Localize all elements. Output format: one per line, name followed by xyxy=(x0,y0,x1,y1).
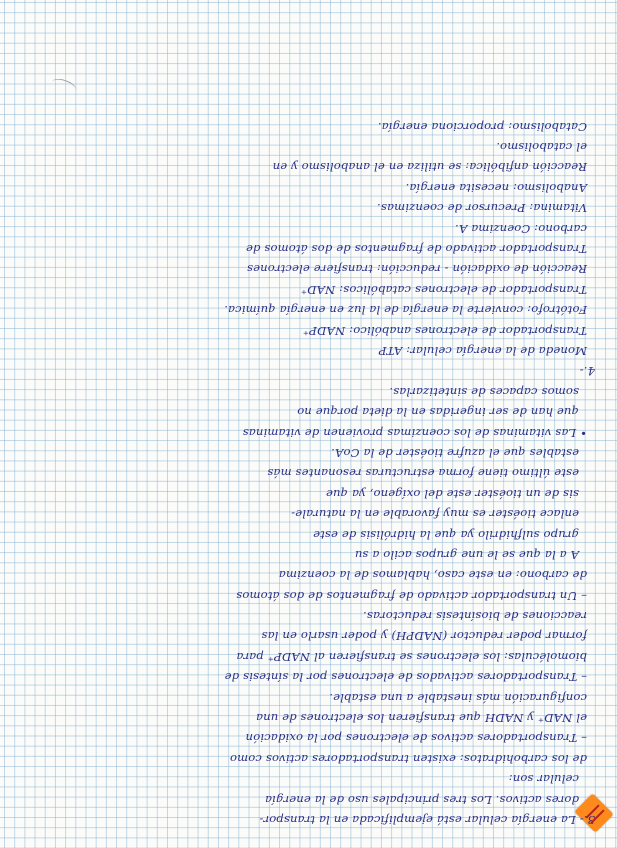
pencil-smudge xyxy=(50,76,79,97)
text-line: reacciones de biosíntesis reductoras. xyxy=(362,609,587,624)
text-line: de carbono: en este caso, hablamos de la coenzima xyxy=(278,568,587,583)
handwritten-text xyxy=(14,116,595,830)
text-line: estables que el azufre tioéster de la CoA. xyxy=(331,445,579,460)
text-line: Vitamina: Precursor de coenzimas. xyxy=(376,201,587,216)
text-line: de los carbohidratos: existen transportadores activos como xyxy=(229,751,587,766)
text-line: Anabolismo: necesita energía. xyxy=(405,180,587,195)
text-line: sis de un tioéster este del oxígeno, ya que xyxy=(325,486,579,501)
text-line: somos capaces de sintetizarlas. xyxy=(389,384,579,399)
text-line: – Transportadores activos de electrones por la oxidación xyxy=(245,731,587,746)
text-line: A a la que se le une grupos acilo a su xyxy=(354,547,579,562)
text-line: – Un transportador activado de fragmentos de dos átomos xyxy=(236,588,587,603)
text-line: Catabolismo: proporciona energía. xyxy=(377,119,587,134)
text-line: este último tiene forma estructuras resonantes más xyxy=(267,466,579,481)
text-line: • Las vitaminas de los coenzimas provienen de vitaminas xyxy=(242,425,587,440)
text-line: grupo sulfhidrilo ya que la hidrólisis de este xyxy=(312,527,579,542)
text-line: enlace tioéster es muy favorable en la naturale- xyxy=(291,507,579,522)
text-line: 3.- La energía celular está ejemplificada en la transpor- xyxy=(259,813,595,827)
text-line: dores activos. Los tres principales uso de la energía xyxy=(264,792,579,807)
text-line: celular son: xyxy=(508,772,579,787)
text-line: Transportador de electrones catabólicos: NAD⁺ xyxy=(300,282,587,297)
text-line: carbono: Coenzima A. xyxy=(454,221,587,236)
text-line: Moneda de la energía celular: ATP xyxy=(378,344,587,359)
text-line: Reacción de oxidación - reducción: transfiere electrones xyxy=(246,262,587,277)
text-line: Transportador activado de fragmentos de dos átomos de xyxy=(245,242,587,257)
text-line: biomoléculas: los electrones se transfieren al NADP⁺ para xyxy=(236,649,587,664)
text-line: configuración más inestable a una estable. xyxy=(329,690,587,705)
text-line: Transportador de electrones anabólico: NADP⁺ xyxy=(302,323,587,338)
text-line: que han de ser ingeridas en la dieta porque no xyxy=(297,405,579,420)
text-line: el catabolismo. xyxy=(496,140,587,155)
text-line: 4.- xyxy=(579,364,595,379)
text-line: Fotótrofo: convierte la energía de la luz en energía química. xyxy=(224,303,587,318)
text-line: – Transportadores activados de electrones por la síntesis de xyxy=(224,670,587,685)
text-line: formar poder reductor (NADPH) y poder usarlo en las xyxy=(261,629,587,644)
text-line: Reacción anfibólica: se utiliza en el anabolismo y en xyxy=(272,160,587,175)
text-line: el NAD⁺ y NADH que transfieren los electrones de una xyxy=(255,711,587,726)
